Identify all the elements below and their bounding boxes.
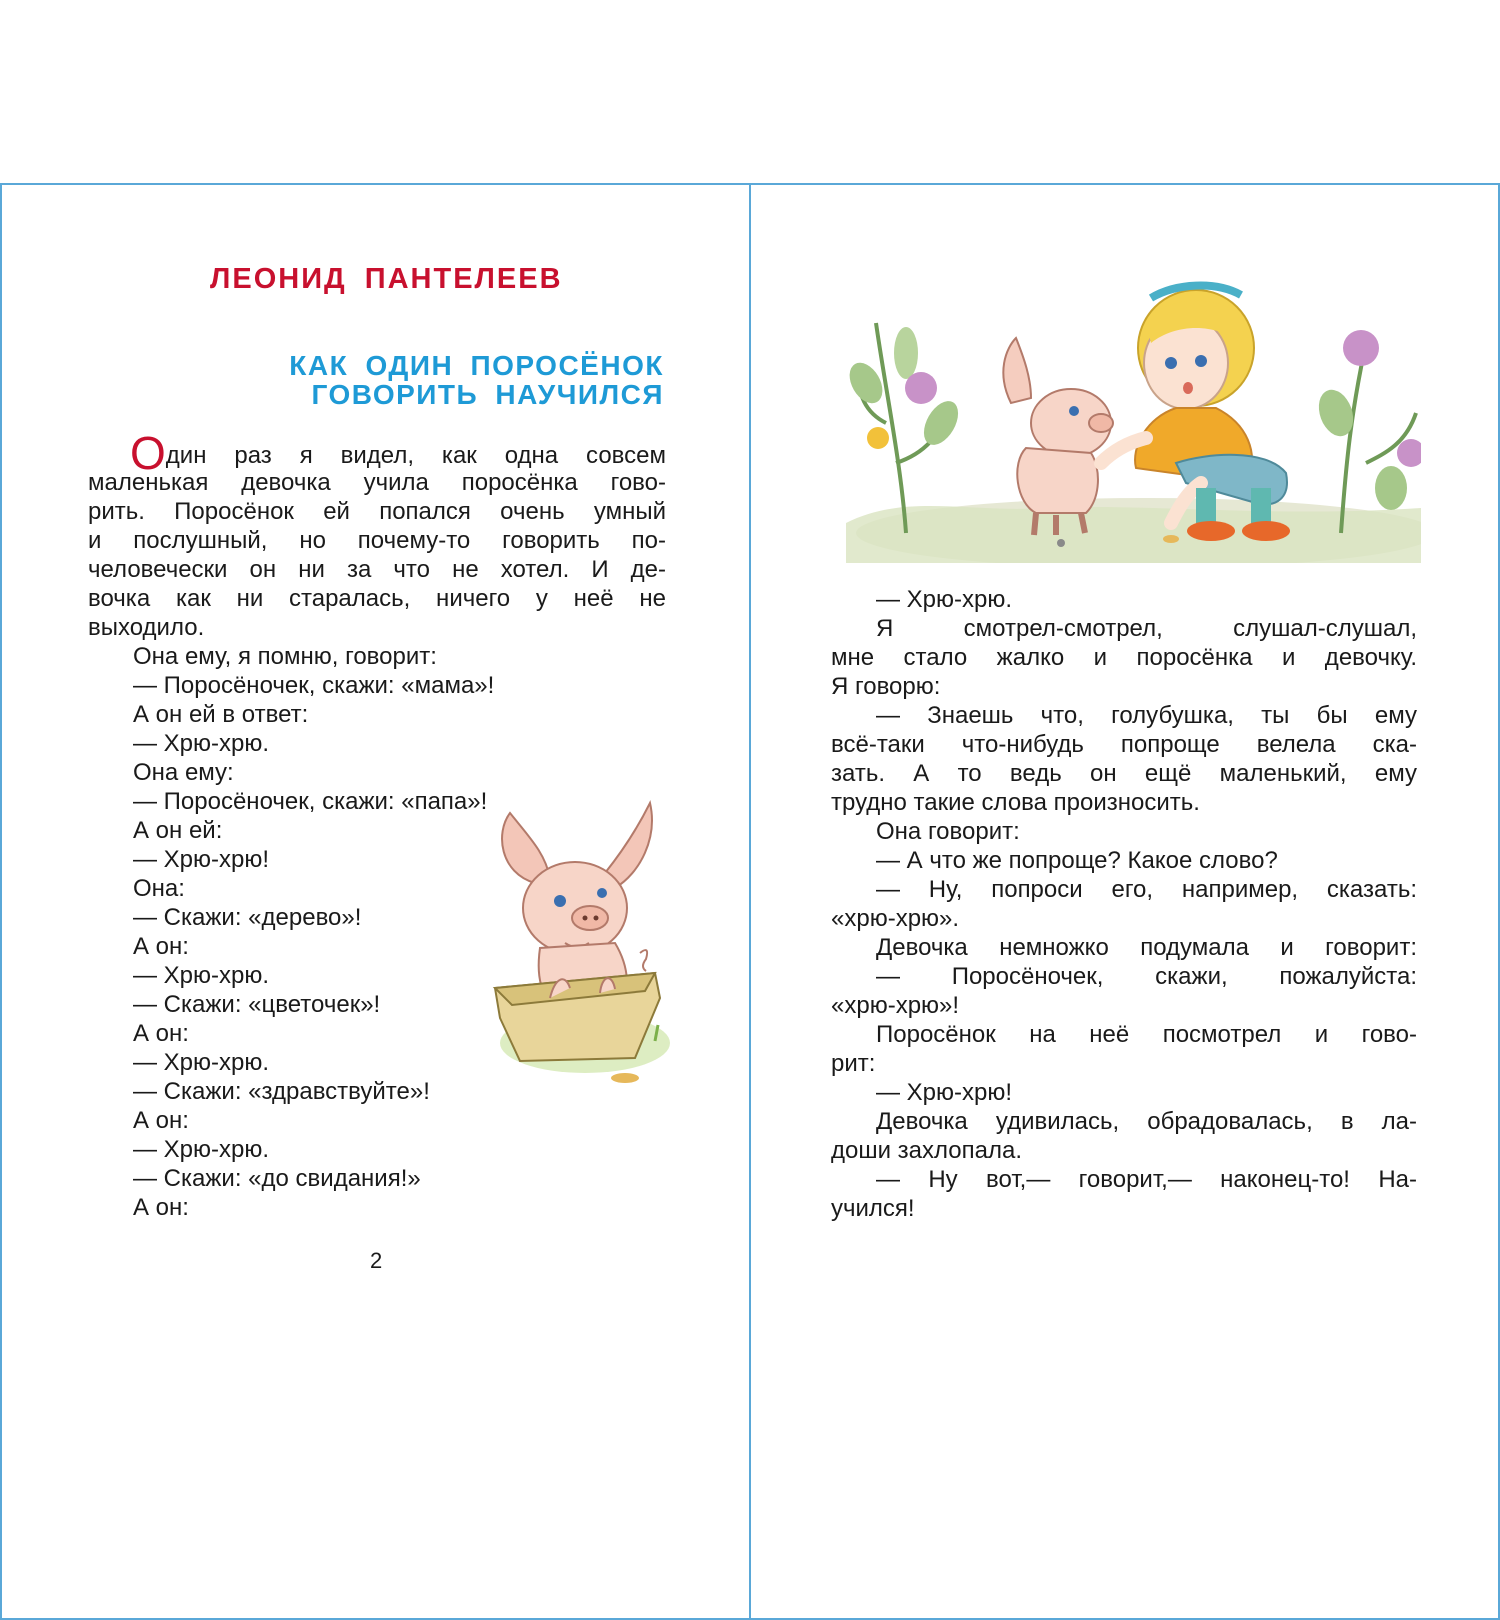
title-line: ГОВОРИТЬ НАУЧИЛСЯ — [311, 379, 664, 410]
piglet-in-box-illustration — [490, 793, 670, 1093]
text-line: рит: — [831, 1050, 876, 1077]
right-page — [751, 183, 1500, 1620]
right-text — [831, 585, 1417, 1223]
text-line: Она ему: — [133, 759, 234, 786]
text-line: — Поросёночек, скажи: «папа»! — [133, 788, 488, 815]
text-line: Я смотрел-смотрел, слушал-слушал, — [876, 615, 1417, 642]
text-line: Она: — [133, 875, 185, 902]
text-line: — Хрю-хрю. — [133, 1049, 270, 1076]
text-line: — Скажи: «цветочек»! — [133, 991, 381, 1018]
text-line: всё-таки что-нибудь попроще велела ска- — [831, 731, 1417, 758]
text-line: — Знаешь что, голубушка, ты бы ему — [876, 702, 1417, 729]
text-line: мне стало жалко и поросёнка и девочку. — [831, 644, 1417, 671]
story-title — [289, 351, 664, 409]
text-line: — Скажи: «здравствуйте»! — [133, 1078, 430, 1105]
drop-cap: О — [130, 427, 166, 479]
text-line: вочка как ни старалась, ничего у неё не — [88, 585, 666, 612]
text-line: — Хрю-хрю. — [133, 1136, 270, 1163]
text-line: А он ей: — [133, 817, 223, 844]
text-line: — Хрю-хрю! — [133, 846, 270, 873]
book-spread — [0, 183, 1500, 1620]
title-line: КАК ОДИН ПОРОСЁНОК — [289, 350, 664, 381]
text-line: А он: — [133, 1107, 189, 1134]
text-line: Она ему, я помню, говорит: — [133, 643, 437, 670]
text-line: — Поросёночек, скажи, пожалуйста: — [876, 963, 1417, 990]
girl-and-piglet-illustration — [846, 263, 1421, 563]
text-line: Поросёнок на неё посмотрел и гово- — [876, 1021, 1417, 1048]
text-line: — Ну, попроси его, например, сказать: — [876, 876, 1417, 903]
text-line: Она говорит: — [876, 818, 1020, 845]
text-line: человечески он ни за что не хотел. И де- — [88, 556, 666, 583]
text-line: Я говорю: — [831, 673, 941, 700]
text-line: — Ну вот,— говорит,— наконец-то! На- — [876, 1166, 1417, 1193]
text-line: — Скажи: «до свидания!» — [133, 1165, 421, 1192]
text-line: и послушный, но почему-то говорить по- — [88, 527, 666, 554]
text-line: — Хрю-хрю. — [133, 730, 270, 757]
text-line: — Хрю-хрю! — [876, 1079, 1013, 1106]
text-line: А он: — [133, 1020, 189, 1047]
text-line: — Хрю-хрю. — [876, 586, 1013, 613]
text-line: Девочка немножко подумала и говорит: — [876, 934, 1417, 961]
text-line: трудно такие слова произносить. — [831, 789, 1200, 816]
text-line: А он: — [133, 1194, 189, 1221]
text-line: Один раз я видел, как одна совсем — [130, 427, 666, 479]
text-line: зать. А то ведь он ещё маленький, ему — [831, 760, 1417, 787]
text-line: учился! — [831, 1195, 915, 1222]
text-line: выходило. — [88, 614, 205, 641]
left-page — [0, 183, 749, 1620]
text-line: маленькая девочка учила поросёнка гово- — [88, 469, 666, 496]
text-line: — Поросёночек, скажи: «мама»! — [133, 672, 495, 699]
text-line: рить. Поросёнок ей попался очень умный — [88, 498, 666, 525]
text-line: — Хрю-хрю. — [133, 962, 270, 989]
text-line: «хрю-хрю». — [831, 905, 960, 932]
text-line: «хрю-хрю»! — [831, 992, 960, 1019]
author-name: ЛЕОНИД ПАНТЕЛЕЕВ — [210, 263, 563, 295]
text-line: А он: — [133, 933, 189, 960]
text-line: А он ей в ответ: — [133, 701, 309, 728]
text-line: — А что же попроще? Какое слово? — [876, 847, 1278, 874]
text-line: — Скажи: «дерево»! — [133, 904, 362, 931]
text-line: Девочка удивилась, обрадовалась, в ла- — [876, 1108, 1417, 1135]
page-number: 2 — [370, 1248, 383, 1273]
text-line: доши захлопала. — [831, 1137, 1023, 1164]
